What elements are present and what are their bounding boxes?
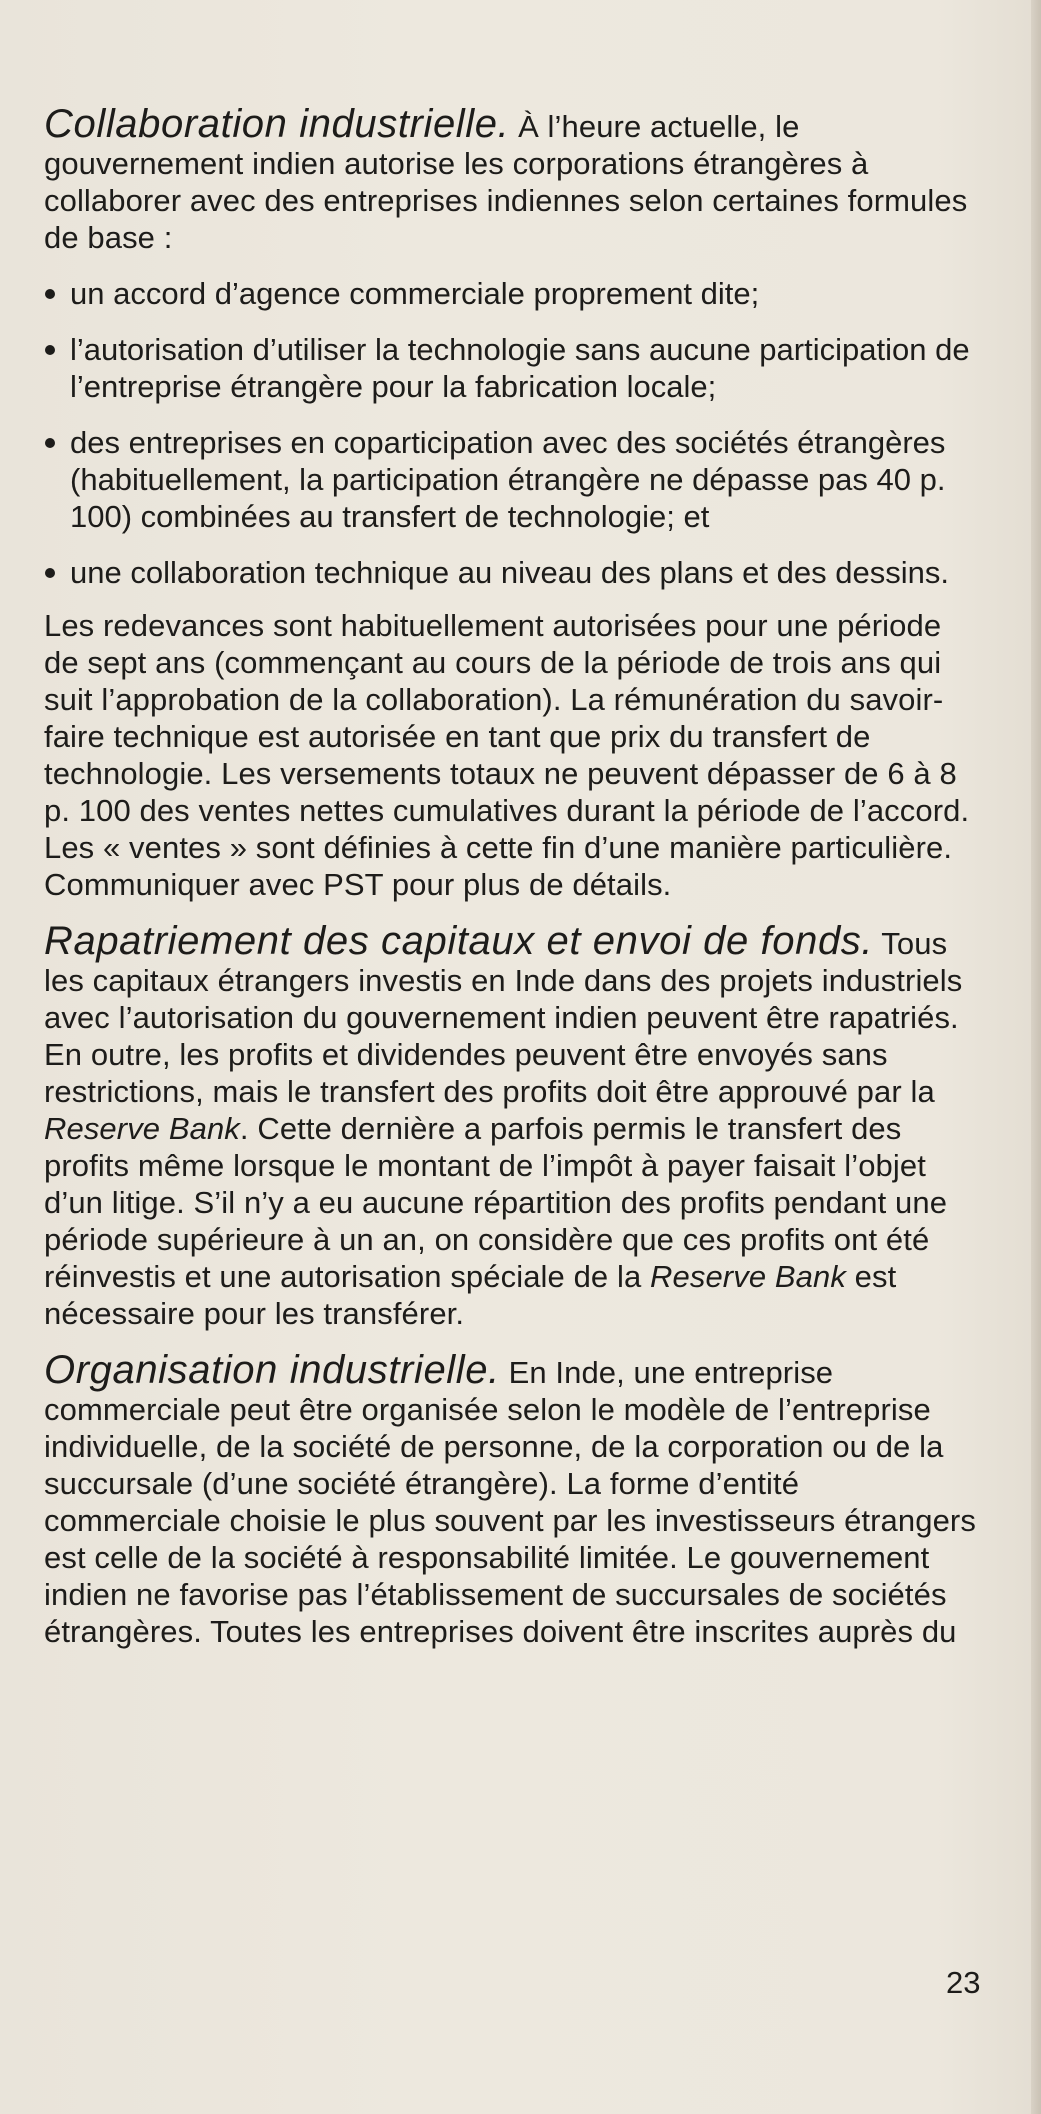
collaboration-intro: À l’heure actuelle, le gouvernement indien autorise les corporations étrangères à collaborer avec des entreprises indiennes selon certaines formules de base : xyxy=(44,109,968,255)
section-organisation xyxy=(44,1348,984,1650)
bullet-icon xyxy=(45,289,55,299)
list-item xyxy=(44,554,984,591)
repatriation-paragraph xyxy=(44,919,984,1332)
page-number: 23 xyxy=(946,1965,981,2000)
organisation-paragraph xyxy=(44,1348,984,1650)
bullet-icon xyxy=(45,345,55,355)
collaboration-paragraph xyxy=(44,102,984,256)
collaboration-heading: Collaboration industrielle. xyxy=(44,102,510,146)
repatriation-text-3: est nécessaire pour les transférer. xyxy=(44,1259,897,1331)
collaboration-list xyxy=(44,275,984,591)
bullet-icon xyxy=(45,568,55,578)
organisation-heading: Organisation industrielle. xyxy=(44,1348,500,1392)
repatriation-text-2: . Cette dernière a parfois permis le transfert des profits même lorsque le montant de l’impôt à payer faisait l’objet d’un litige. S’il n’y a eu aucune répartition des profits pendant une période supérieure à un an, on considère que ces profits ont été réinvestis et une autorisation spéciale de la xyxy=(44,1111,948,1294)
bullet-icon xyxy=(45,438,55,448)
page-edge xyxy=(1031,0,1041,2114)
organisation-text: En Inde, une entreprise commerciale peut être organisée selon le modèle de l’entreprise individuelle, de la société de personne, de la corporation ou de la succursale (d’une société étrangère). La forme d’entité commerciale choisie le plus souvent par les investisseurs étrangers est celle de la société à responsabilité limitée. Le gouvernement indien ne favorise pas l’établissement de succursales de sociétés étrangères. Toutes les entreprises doivent être inscrites auprès du xyxy=(44,1355,976,1649)
reserve-bank-term: Reserve Bank xyxy=(44,1111,240,1146)
list-item-text: un accord d’agence commerciale proprement dite; xyxy=(70,276,760,311)
section-repatriation xyxy=(44,919,984,1332)
list-item-text: l’autorisation d’utiliser la technologie sans aucune participation de l’entreprise étrangère pour la fabrication locale; xyxy=(70,332,970,404)
list-item-text: des entreprises en coparticipation avec des sociétés étrangères (habituellement, la participation étrangère ne dépasse pas 40 p. 100) combinées au transfert de technologie; et xyxy=(70,425,946,534)
list-item xyxy=(44,275,984,312)
list-item xyxy=(44,424,984,535)
repatriation-heading: Rapatriement des capitaux et envoi de fonds. xyxy=(44,919,874,963)
reserve-bank-term: Reserve Bank xyxy=(650,1259,846,1294)
list-item xyxy=(44,331,984,405)
document-body xyxy=(44,102,984,1650)
royalties-paragraph: Les redevances sont habituellement autorisées pour une période de sept ans (commençant au cours de la période de trois ans qui suit l’approbation de la collaboration). La rémunération du savoir-faire technique est autorisée en tant que prix du transfert de technologie. Les versements totaux ne peuvent dépasser de 6 à 8 p. 100 des ventes nettes cumulatives durant la période de l’accord. Les « ventes » sont définies à cette fin d’une manière particulière. Communiquer avec PST pour plus de détails. xyxy=(44,608,970,902)
section-collaboration xyxy=(44,102,984,903)
repatriation-text-1: Tous les capitaux étrangers investis en Inde dans des projets industriels avec l’autorisation du gouvernement indien peuvent être rapatriés. En outre, les profits et dividendes peuvent être envoyés sans restrictions, mais le transfert des profits doit être approuvé par la xyxy=(44,926,963,1109)
list-item-text: une collaboration technique au niveau des plans et des dessins. xyxy=(70,555,949,590)
